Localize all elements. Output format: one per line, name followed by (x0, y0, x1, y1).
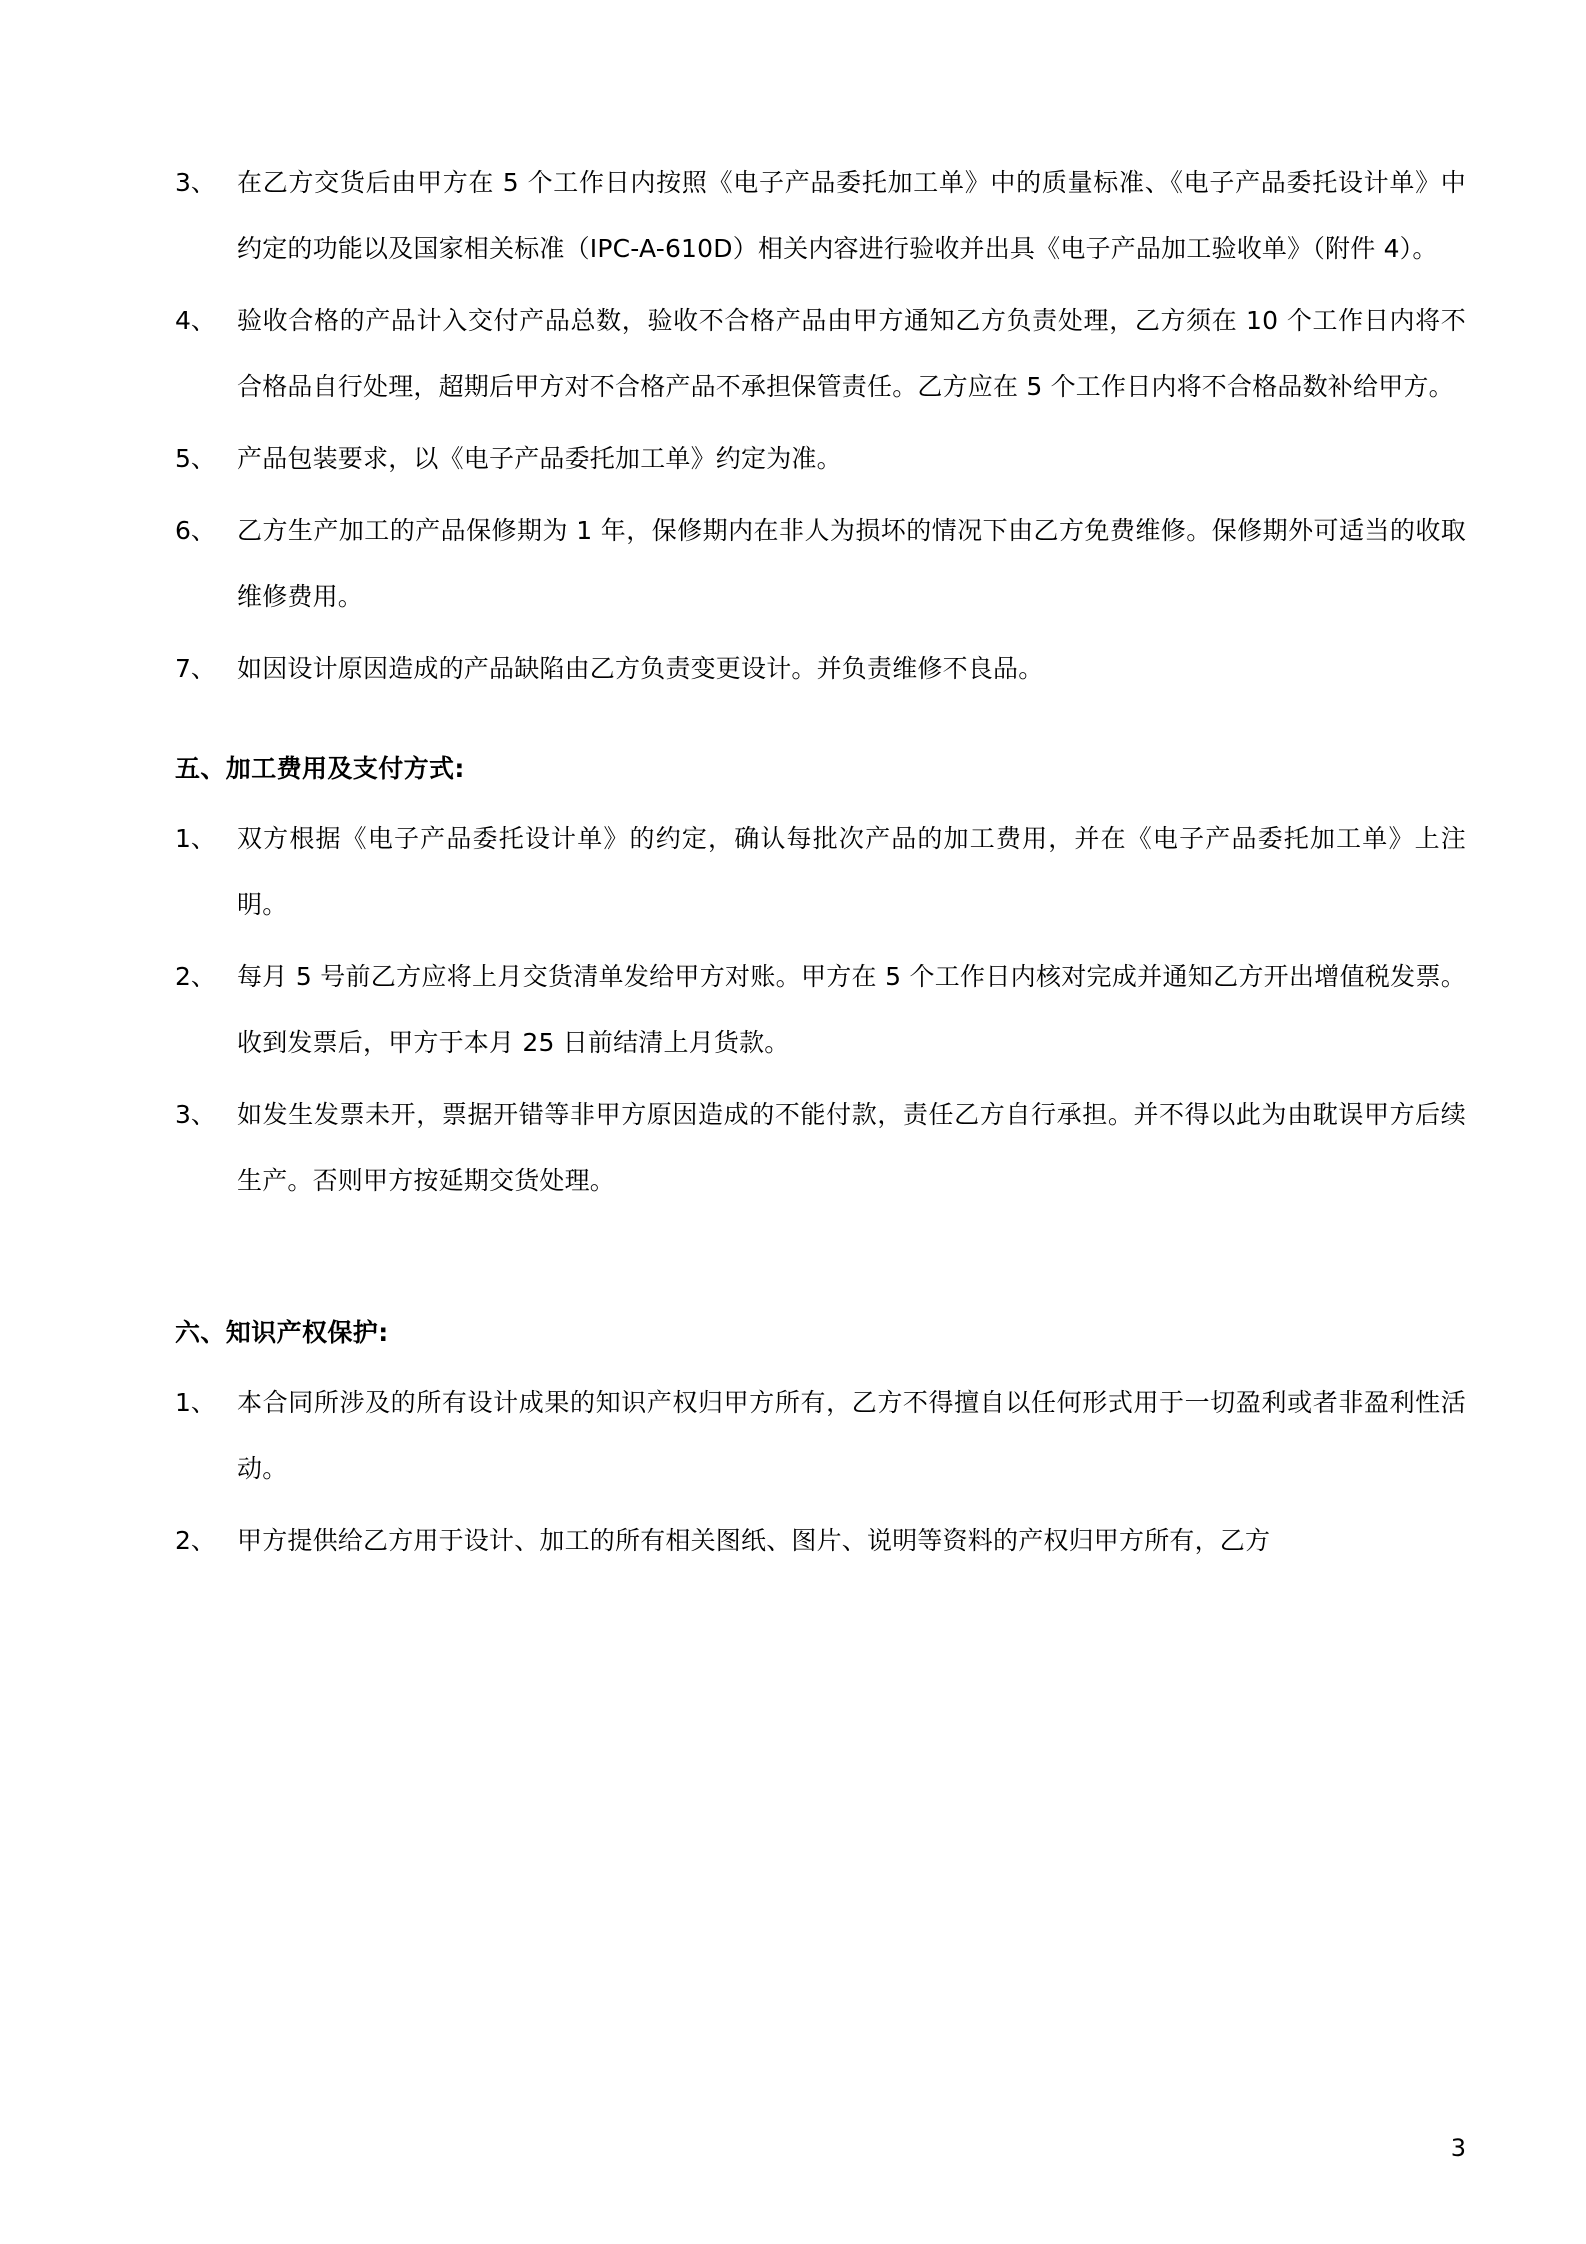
page-number: 3 (1450, 2134, 1466, 2162)
clause-item (175, 288, 1466, 420)
clause-item (175, 426, 1466, 492)
document-body (175, 150, 1466, 1574)
clause-text: 甲方提供给乙方用于设计、加工的所有相关图纸、图片、说明等资料的产权归甲方所有，乙方 (237, 1526, 1271, 1555)
clause-text: 在乙方交货后由甲方在 5 个工作日内按照《电子产品委托加工单》中的质量标准、《电子产品委托设计单》中约定的功能以及国家相关标准（IPC-A-610D）相关内容进行验收并出具《电子产品加工验收单》（附件 4）。 (237, 168, 1466, 263)
clause-number: 3、 (175, 168, 216, 197)
section-heading-ip: 六、知识产权保护: (175, 1318, 389, 1347)
clause-item (175, 806, 1466, 938)
clause-text: 如因设计原因造成的产品缺陷由乙方负责变更设计。并负责维修不良品。 (237, 654, 1044, 683)
clause-number: 7、 (175, 654, 216, 683)
clause-item (175, 150, 1466, 282)
clause-text: 如发生发票未开，票据开错等非甲方原因造成的不能付款，责任乙方自行承担。并不得以此为由耽误甲方后续生产。否则甲方按延期交货处理。 (237, 1100, 1466, 1195)
clause-number: 2、 (175, 1526, 216, 1555)
clause-number: 2、 (175, 962, 216, 991)
clause-text: 双方根据《电子产品委托设计单》的约定，确认每批次产品的加工费用，并在《电子产品委托加工单》上注明。 (237, 824, 1466, 919)
section-heading-fee: 五、加工费用及支付方式: (175, 754, 465, 783)
clause-item (175, 1370, 1466, 1502)
clause-text: 每月 5 号前乙方应将上月交货清单发给甲方对账。甲方在 5 个工作日内核对完成并通知乙方开出增值税发票。收到发票后，甲方于本月 25 日前结清上月货款。 (237, 962, 1466, 1057)
clause-item (175, 636, 1466, 702)
clause-number: 4、 (175, 306, 216, 335)
clause-item (175, 944, 1466, 1076)
clause-number: 5、 (175, 444, 216, 473)
clause-number: 1、 (175, 824, 216, 853)
clause-text: 乙方生产加工的产品保修期为 1 年，保修期内在非人为损坏的情况下由乙方免费维修。保修期外可适当的收取维修费用。 (237, 516, 1466, 611)
clause-item (175, 498, 1466, 630)
clause-item (175, 1082, 1466, 1214)
clause-item (175, 1508, 1466, 1574)
clause-text: 产品包装要求，以《电子产品委托加工单》约定为准。 (237, 444, 842, 473)
section-spacer (175, 1220, 1466, 1266)
clause-number: 6、 (175, 516, 216, 545)
clause-number: 1、 (175, 1388, 216, 1417)
clause-text: 本合同所涉及的所有设计成果的知识产权归甲方所有，乙方不得擅自以任何形式用于一切盈利或者非盈利性活动。 (237, 1388, 1466, 1483)
clause-text: 验收合格的产品计入交付产品总数，验收不合格产品由甲方通知乙方负责处理，乙方须在 10 个工作日内将不合格品自行处理，超期后甲方对不合格产品不承担保管责任。乙方应在 5 个工作日内将不合格品数补给甲方。 (237, 306, 1466, 401)
clause-number: 3、 (175, 1100, 216, 1129)
